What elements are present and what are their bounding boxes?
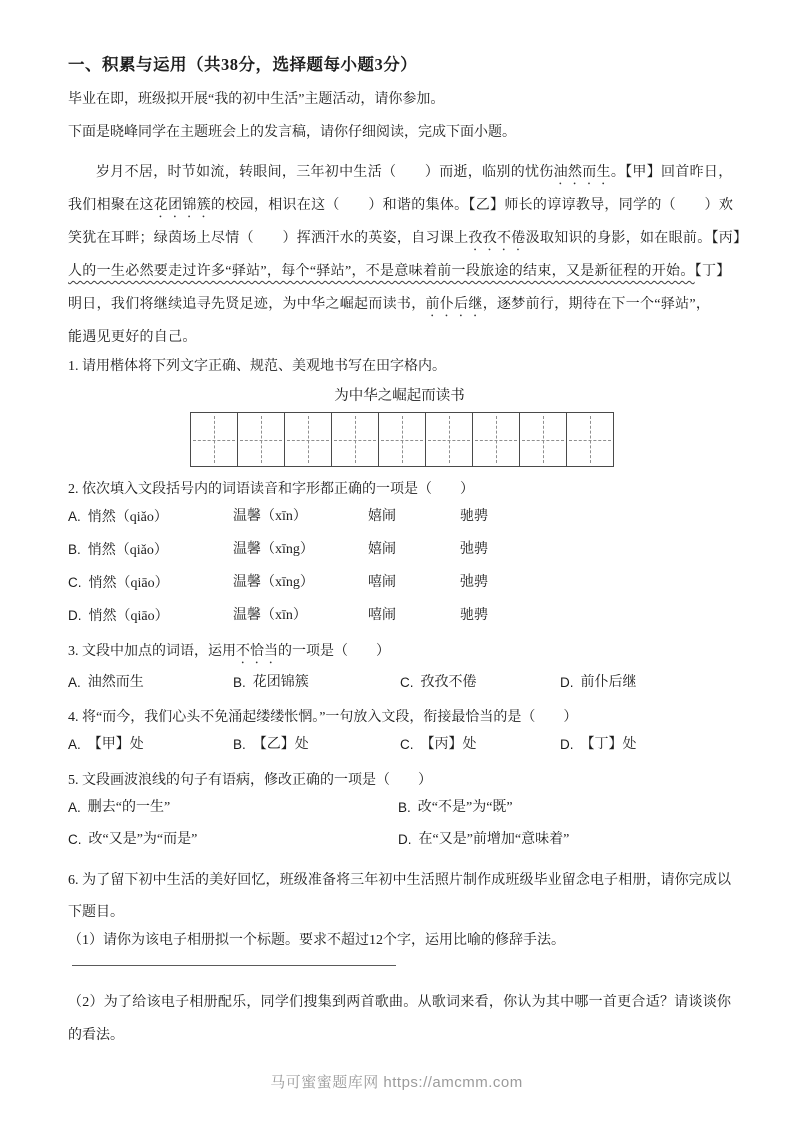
speech-line-2-tail: 的校园，相识在这（ ）和谐的集体。【乙】师长的谆谆教导，同学的（ ）欢 xyxy=(211,198,734,213)
speech-line-5-text: 明日，我们将继续追寻先贤足迹，为中华之崛起而读书， xyxy=(68,297,426,312)
question-3-options xyxy=(68,667,731,699)
option-label: C. xyxy=(68,832,82,847)
option-text: 删去“的一生” xyxy=(87,800,171,815)
wavy-underlined-sentence: 人的一生必然要走过许多“驿站”，每个“驿站”，不是意味着前一段旅途的结束，又是新征程的开始。 xyxy=(68,264,695,279)
option-text: 孜孜不倦 xyxy=(420,675,477,690)
speech-line-3-text: 笑犹在耳畔；绿茵场上尽情（ ）挥洒汗水的英姿，自习课上 xyxy=(68,231,469,246)
option-cell xyxy=(68,567,233,600)
question-1-stem: 1. 请用楷体将下列文字正确、规范、美观地书写在田字格内。 xyxy=(68,359,446,374)
question-5-option-a xyxy=(68,792,398,824)
question-3-option-a xyxy=(68,667,233,699)
option-text: 【乙】处 xyxy=(252,737,309,752)
option-text: 在“又是”前增加“意味着” xyxy=(418,832,570,847)
question-2-option-c xyxy=(68,567,731,600)
question-4-option-c xyxy=(400,729,560,761)
option-word-3: 嬉闹 xyxy=(368,509,396,524)
question-3-option-c xyxy=(400,667,560,699)
option-label: C. xyxy=(68,575,82,590)
emphasis-dotted-word: 花团锦簇 xyxy=(153,198,212,213)
speech-line-4-tail: 【丁】 xyxy=(694,264,731,279)
option-word-1: 悄然（qiāo） xyxy=(88,609,169,624)
option-text: 改“又是”为“而是” xyxy=(88,832,198,847)
question-2-option-a xyxy=(68,501,731,534)
question-4-option-b xyxy=(233,729,400,761)
emphasis-dotted-word: 油然而生 xyxy=(553,165,611,180)
emphasis-dotted-word: 不恰当 xyxy=(236,644,278,659)
option-label: D. xyxy=(560,737,574,752)
speech-line-2-text: 我们相聚在这 xyxy=(68,198,154,213)
option-label: B. xyxy=(398,800,411,815)
option-label: B. xyxy=(233,737,246,752)
option-word-4: 驰骋 xyxy=(460,608,488,623)
calligraphy-grid-cell xyxy=(520,413,567,466)
calligraphy-grid-cell xyxy=(238,413,285,466)
calligraphy-grid xyxy=(190,412,614,467)
option-text: 【丁】处 xyxy=(580,737,637,752)
option-word-1: 悄然（qiǎo） xyxy=(87,510,168,525)
calligraphy-grid-cell xyxy=(379,413,426,466)
question-3-option-b xyxy=(233,667,400,699)
calligraphy-grid-cell xyxy=(567,413,613,466)
question-3-stem-pre: 3. 文段中加点的词语，运用 xyxy=(68,644,236,659)
calligraphy-caption: 为中华之崛起而读书 xyxy=(334,388,465,404)
question-5-option-d xyxy=(398,824,731,856)
question-2-option-b xyxy=(68,534,731,567)
question-5-stem: 5. 文段画波浪线的句子有语病，修改正确的一项是（ ） xyxy=(68,773,432,788)
option-word-2: 温馨（xīng） xyxy=(233,542,314,557)
option-word-3: 嘻闹 xyxy=(368,575,396,590)
question-4-options xyxy=(68,729,731,761)
option-text: 改“不是”为“既” xyxy=(417,800,513,815)
option-word-1: 悄然（qiǎo） xyxy=(87,543,168,558)
option-word-2: 温馨（xīn） xyxy=(233,608,307,623)
option-label: A. xyxy=(68,509,81,524)
option-cell xyxy=(68,534,233,567)
intro-paragraph-2: 下面是晓峰同学在主题班会上的发言稿，请你仔细阅读，完成下面小题。 xyxy=(68,125,516,140)
question-4-option-a xyxy=(68,729,233,761)
speech-line-2 xyxy=(68,189,734,222)
speech-line-5 xyxy=(68,288,731,321)
question-4-stem: 4. 将“而今，我们心头不免涌起缕缕怅惘。”一句放入文段，衔接最恰当的是（ ） xyxy=(68,710,578,725)
calligraphy-grid-cell xyxy=(191,413,238,466)
intro-paragraph-1: 毕业在即，班级拟开展“我的初中生活”主题活动，请你参加。 xyxy=(68,92,445,107)
section-heading: 一、积累与运用（共38分，选择题每小题3分） xyxy=(68,55,418,74)
question-2-option-d xyxy=(68,600,731,633)
question-5-option-b xyxy=(398,792,731,824)
option-word-4: 驰骋 xyxy=(460,509,488,524)
option-label: D. xyxy=(560,675,574,690)
option-word-1: 悄然（qiāo） xyxy=(88,576,169,591)
option-label: A. xyxy=(68,737,81,752)
option-label: D. xyxy=(68,608,82,623)
option-text: 前仆后继 xyxy=(580,675,637,690)
option-label: D. xyxy=(398,832,412,847)
option-word-3: 嘻闹 xyxy=(368,608,396,623)
question-2-stem: 2. 依次填入文段括号内的词语读音和字形都正确的一项是（ ） xyxy=(68,482,474,497)
option-text: 【丙】处 xyxy=(420,737,477,752)
option-cell xyxy=(68,600,233,633)
option-word-2: 温馨（xīn） xyxy=(233,509,307,524)
calligraphy-grid-cell xyxy=(332,413,379,466)
option-label: A. xyxy=(68,800,81,815)
speech-line-3 xyxy=(68,222,748,255)
speech-line-4 xyxy=(68,255,731,288)
option-word-2: 温馨（xīng） xyxy=(233,575,314,590)
speech-line-3-tail: 汲取知识的身影，如在眼前。【丙】 xyxy=(525,231,748,246)
option-label: C. xyxy=(400,675,414,690)
speech-line-1 xyxy=(68,156,731,189)
question-6-sub-1: （1）请你为该电子相册拟一个标题。要求不超过12个字，运用比喻的修辞手法。 xyxy=(68,933,565,948)
question-3-stem-post: 的一项是（ ） xyxy=(278,644,390,659)
emphasis-dotted-word: 前仆后继 xyxy=(425,297,483,312)
calligraphy-grid-cell xyxy=(426,413,473,466)
speech-line-1-tail: 。【甲】回首昨日， xyxy=(610,165,733,180)
watermark-footer: 马可蜜蜜题库网 https://amcmm.com xyxy=(270,1074,523,1091)
speech-line-6: 能遇见更好的自己。 xyxy=(68,330,197,345)
option-label: B. xyxy=(68,542,81,557)
speech-line-1-text: 岁月不居，时节如流，转眼间，三年初中生活（ ）而逝，临别的忧伤 xyxy=(96,165,554,180)
question-5-options-row-2 xyxy=(68,824,731,856)
option-label: B. xyxy=(233,675,246,690)
question-6-sub-2: （2）为了给该电子相册配乐，同学们搜集到两首歌曲。从歌词来看，你认为其中哪一首更合适？请谈谈你的看法。 xyxy=(68,995,731,1043)
question-6-stem: 6. 为了留下初中生活的美好回忆，班级准备将三年初中生活照片制作成班级毕业留念电子相册，请你完成以下题目。 xyxy=(68,873,731,920)
option-text: 油然而生 xyxy=(87,675,144,690)
option-text: 花团锦簇 xyxy=(252,675,309,690)
option-label: A. xyxy=(68,675,81,690)
question-5-options-row-1 xyxy=(68,792,731,824)
option-cell xyxy=(68,501,233,534)
speech-passage xyxy=(68,156,748,354)
question-3-option-d xyxy=(560,667,731,699)
option-word-4: 弛骋 xyxy=(460,542,488,557)
option-text: 【甲】处 xyxy=(87,737,144,752)
question-5-option-c xyxy=(68,824,398,856)
question-3-stem xyxy=(68,641,731,667)
emphasis-dotted-word: 孜孜不倦 xyxy=(468,231,526,246)
option-label: C. xyxy=(400,737,414,752)
option-word-3: 嬉闹 xyxy=(368,542,396,557)
calligraphy-grid-cell xyxy=(473,413,520,466)
option-word-4: 弛骋 xyxy=(460,575,488,590)
calligraphy-grid-cell xyxy=(285,413,332,466)
answer-blank-line xyxy=(72,965,396,966)
speech-line-5-tail: ，逐梦前行，期待在下一个“驿站”， xyxy=(482,297,711,312)
question-4-option-d xyxy=(560,729,731,761)
